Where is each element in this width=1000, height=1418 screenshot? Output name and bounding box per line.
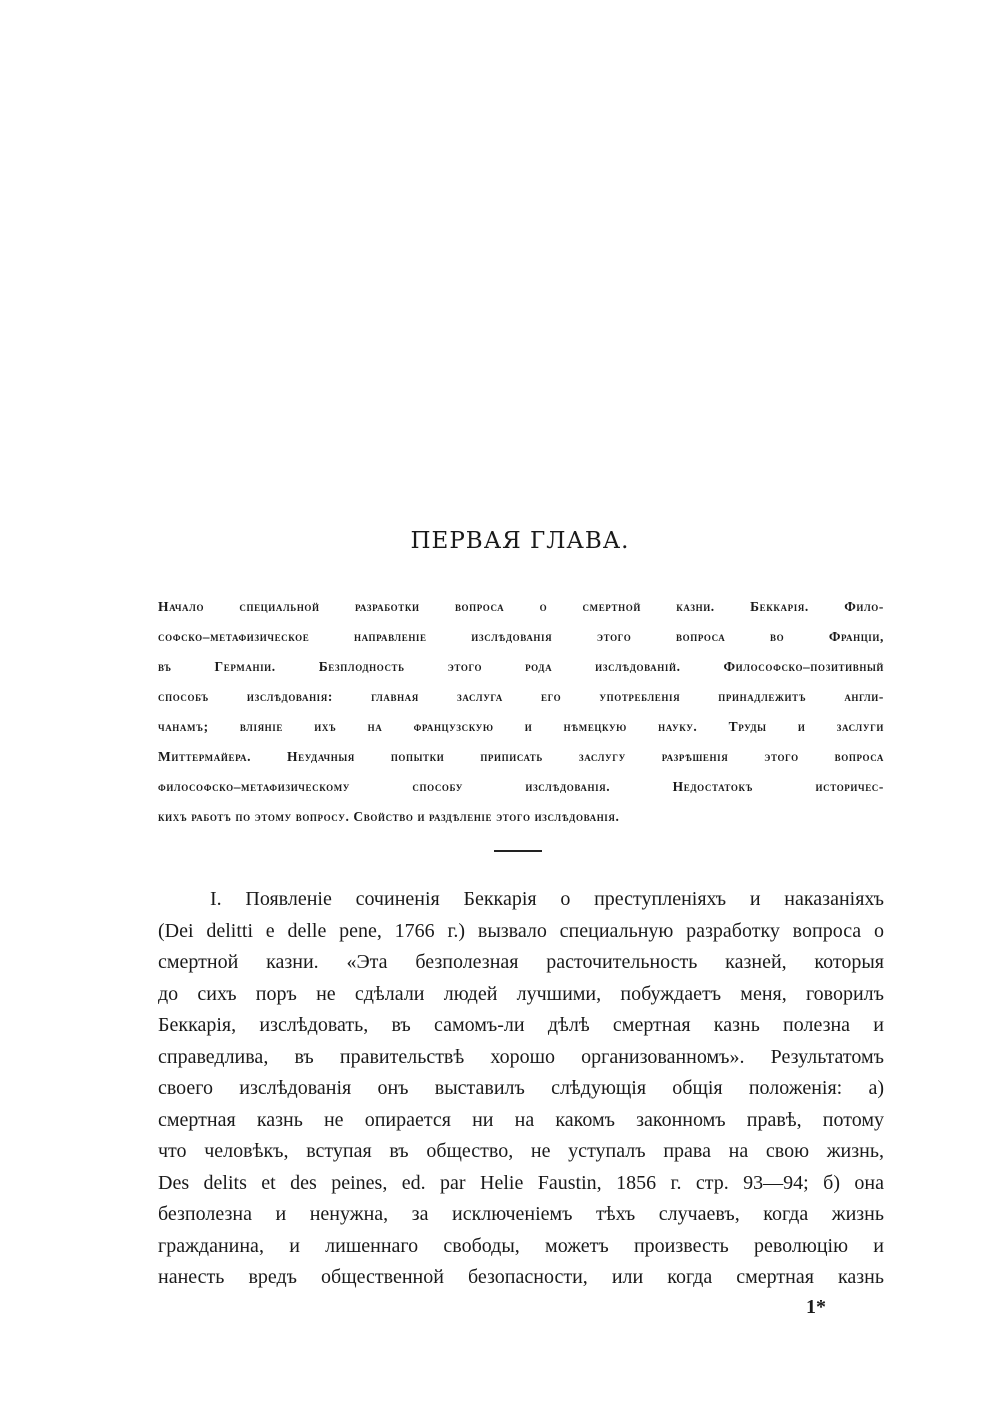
- body-line: Беккарія, изслѣдовать, въ самомъ-ли дѣлѣ смертная казнь полезна и: [158, 1014, 884, 1036]
- summary-line: кихъ работъ по этому вопросу. Свойство и раздѣленіе этого изслѣдованія.: [158, 809, 620, 824]
- summary-line: въ Германіи. Безплодность этого рода изслѣдованій. Философско–позитивный: [158, 659, 884, 674]
- body-line: безполезна и ненужна, за исключеніемъ тѣхъ случаевъ, когда жизнь: [158, 1203, 884, 1225]
- summary-line: чанамъ; вліяніе ихъ на французскую и нѣмецкую науку. Труды и заслуги: [158, 719, 884, 734]
- body-line: нанесть вредъ общественной безопасности, или когда смертная казнь: [158, 1266, 884, 1288]
- body-line: смертная казнь не опирается ни на какомъ законномъ правѣ, потому: [158, 1108, 884, 1131]
- section-divider: [494, 850, 542, 852]
- body-line: I. Появленіе сочиненія Беккарія о преступленіяхъ и наказаніяхъ: [210, 888, 884, 910]
- body-line: (Dei delitti e delle pene, 1766 г.) вызвало специальную разработку вопроса о: [158, 919, 884, 942]
- body-line: гражданина, и лишеннаго свободы, можетъ произвесть революцію и: [158, 1234, 884, 1257]
- chapter-summary: [158, 592, 884, 832]
- summary-line: философско–метафизическому способу изслѣдованія. Недостатокъ историчес-: [158, 779, 884, 794]
- summary-line: способъ изслѣдованія: главная заслуга его употребленія принадлежитъ англи-: [158, 689, 884, 704]
- body-line: смертной казни. «Эта безполезная расточительность казней, которыя: [158, 951, 884, 973]
- summary-line: Миттермайера. Неудачныя попытки приписать заслугу разрѣшенія этого вопроса: [158, 749, 884, 764]
- body-line: до сихъ поръ не сдѣлали людей лучшими, побуждаетъ меня, говорилъ: [158, 982, 884, 1005]
- body-line: Des delits et des peines, ed. par Helie Faustin, 1856 г. стр. 93—94; б) она: [158, 1171, 884, 1194]
- body-line: что человѣкъ, вступая въ общество, не уступалъ права на свою жизнь,: [158, 1140, 884, 1162]
- summary-line: Начало специальной разработки вопроса о смертной казни. Беккарія. Фило-: [158, 599, 884, 614]
- body-paragraph: [158, 884, 884, 1294]
- body-line: своего изслѣдованія онъ выставилъ слѣдующія общія положенія: а): [158, 1077, 884, 1099]
- chapter-title: ПЕРВАЯ ГЛАВА.: [410, 528, 630, 554]
- summary-line: софско–метафизическое направленіе изслѣдованія этого вопроса во Франціи,: [158, 629, 884, 644]
- body-line: справедлива, въ правительствѣ хорошо организованномъ». Результатомъ: [158, 1045, 884, 1068]
- page-number: 1*: [806, 1296, 826, 1318]
